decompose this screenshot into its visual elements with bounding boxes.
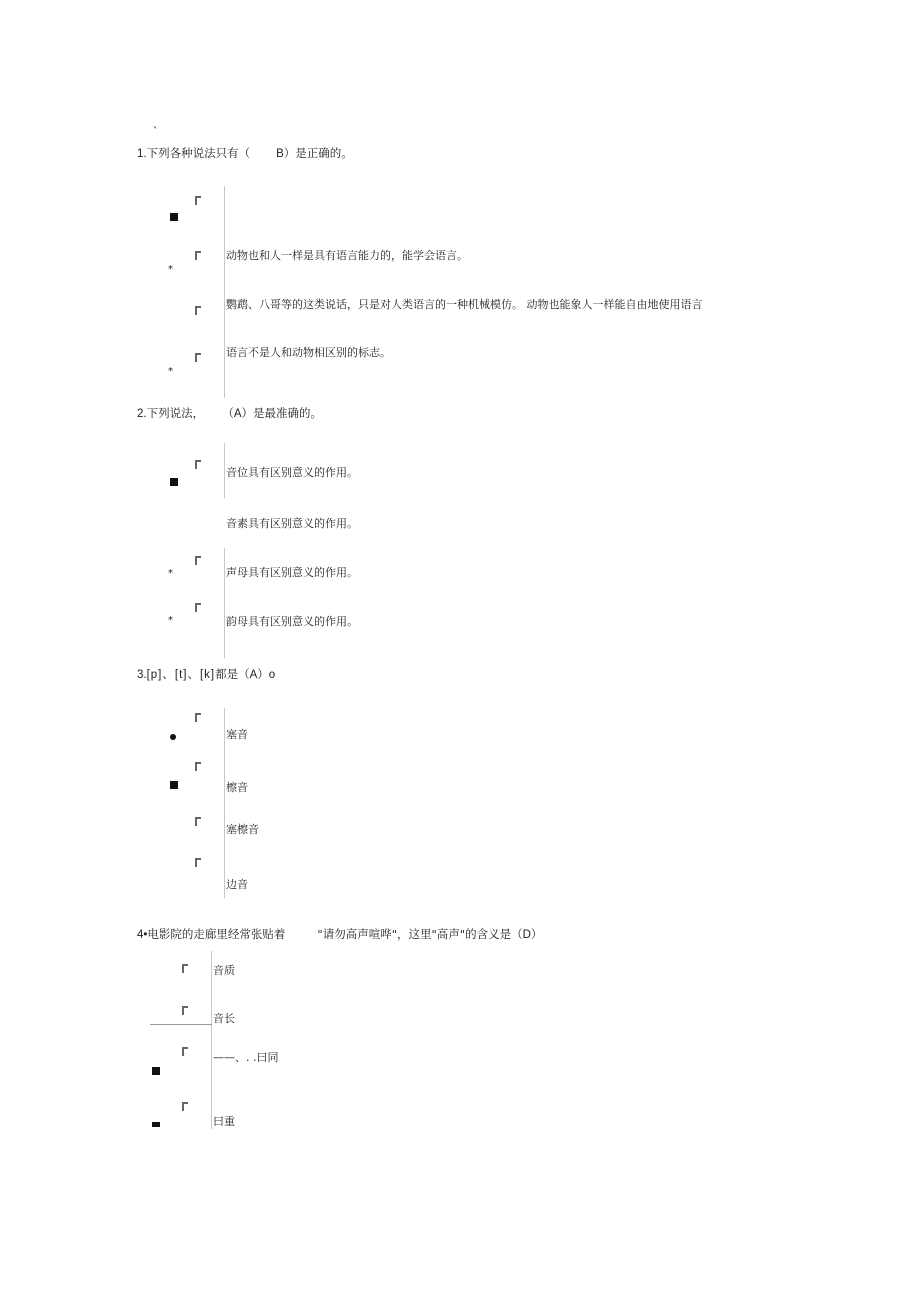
- question-1-number: 1.: [137, 148, 147, 160]
- bullet-square-icon: [152, 1067, 160, 1075]
- question-4-option-divider: [211, 951, 212, 1129]
- radio-button-4-b[interactable]: [182, 1006, 188, 1015]
- question-4-separator: [150, 1024, 212, 1025]
- question-2-number: 2.: [137, 408, 147, 420]
- question-2-prefix: 下列说法，: [146, 406, 205, 420]
- question-1-option-divider: [224, 186, 225, 398]
- bullet-square-icon: [170, 478, 178, 486]
- bullet-star-icon: *: [168, 568, 173, 579]
- option-2-b[interactable]: 音素具有区别意义的作用。: [226, 517, 358, 530]
- bullet-square-icon: [152, 1122, 160, 1127]
- question-4-answer: D: [522, 929, 531, 941]
- question-4-prefix: 电影院的走廊里经常张贴着: [147, 927, 286, 941]
- question-4-suffix: ）: [530, 927, 543, 941]
- question-2-suffix: ）是最准确的。: [241, 406, 323, 420]
- option-3-a[interactable]: 塞音: [226, 728, 248, 741]
- option-1-c[interactable]: 语言不是人和动物相区别的标志。: [226, 346, 391, 359]
- radio-button-2-c[interactable]: [195, 556, 201, 565]
- radio-button-1-a[interactable]: [195, 251, 201, 260]
- radio-button-3-a[interactable]: [195, 713, 201, 722]
- bullet-dot-icon: [170, 734, 176, 740]
- option-2-a[interactable]: 音位具有区别意义的作用。: [226, 466, 358, 479]
- question-2-answer: A: [233, 408, 242, 420]
- option-4-c[interactable]: ——、. .曰同: [213, 1051, 279, 1064]
- option-1-a[interactable]: 动物也和人一样是具有语言能力的，能学会语言。: [226, 249, 468, 262]
- bullet-star-icon: *: [168, 264, 173, 275]
- option-3-c[interactable]: 塞檫音: [226, 823, 259, 836]
- radio-button-4-d[interactable]: [182, 1102, 188, 1111]
- radio-button-3-c[interactable]: [195, 817, 201, 826]
- question-3-prefix: 都是（: [215, 667, 250, 681]
- question-2-option-divider-top: [224, 443, 225, 498]
- option-4-b[interactable]: 音长: [213, 1012, 235, 1025]
- top-mark: 、: [153, 120, 163, 131]
- question-1: [137, 145, 353, 161]
- option-4-d[interactable]: 曰重: [213, 1115, 235, 1128]
- bullet-star-icon: *: [168, 366, 173, 377]
- option-2-d[interactable]: 韵母具有区别意义的作用。: [226, 615, 358, 628]
- question-1-suffix: ）是正确的。: [283, 146, 353, 160]
- option-4-a[interactable]: 音质: [213, 964, 235, 977]
- question-2-answer-open: （: [228, 406, 234, 420]
- bullet-square-icon: [170, 781, 178, 789]
- question-4-number: 4•: [137, 929, 148, 941]
- option-3-d[interactable]: 边音: [226, 878, 248, 891]
- radio-button-3-d[interactable]: [195, 858, 201, 867]
- question-4-quote: "请勿高声喧哗"，这里"高声"的含义是（: [317, 927, 523, 941]
- question-2-option-divider-bottom: [224, 548, 225, 658]
- bullet-square-icon: [170, 213, 178, 221]
- question-1-prefix: 下列各种说法只有（: [146, 146, 251, 160]
- question-3-number: 3.: [137, 669, 147, 681]
- question-3-phonetics: [p]、[t]、[k]: [146, 669, 216, 681]
- radio-button-1-c[interactable]: [195, 353, 201, 362]
- radio-button-4-c[interactable]: [182, 1047, 188, 1056]
- option-1-b[interactable]: 鹦鹉、八哥等的这类说话，只是对人类语言的一种机械模仿。 动物也能象人一样能自由地使用语言: [226, 298, 703, 311]
- radio-button-1-0[interactable]: [195, 196, 201, 205]
- question-3-suffix: ）o: [257, 669, 276, 681]
- question-3-answer: A: [249, 669, 258, 681]
- question-3: [137, 666, 275, 682]
- radio-button-2-d[interactable]: [195, 603, 201, 612]
- radio-button-4-a[interactable]: [182, 964, 188, 973]
- option-2-c[interactable]: 声母具有区别意义的作用。: [226, 566, 358, 579]
- question-4: [137, 926, 542, 942]
- radio-button-3-b[interactable]: [195, 762, 201, 771]
- question-1-answer: B: [276, 148, 284, 160]
- option-3-b[interactable]: 檫音: [226, 781, 248, 794]
- bullet-star-icon: *: [168, 615, 173, 626]
- question-3-option-divider: [224, 708, 225, 898]
- question-2: [137, 405, 322, 421]
- radio-button-2-a[interactable]: [195, 460, 201, 469]
- radio-button-1-b[interactable]: [195, 306, 201, 315]
